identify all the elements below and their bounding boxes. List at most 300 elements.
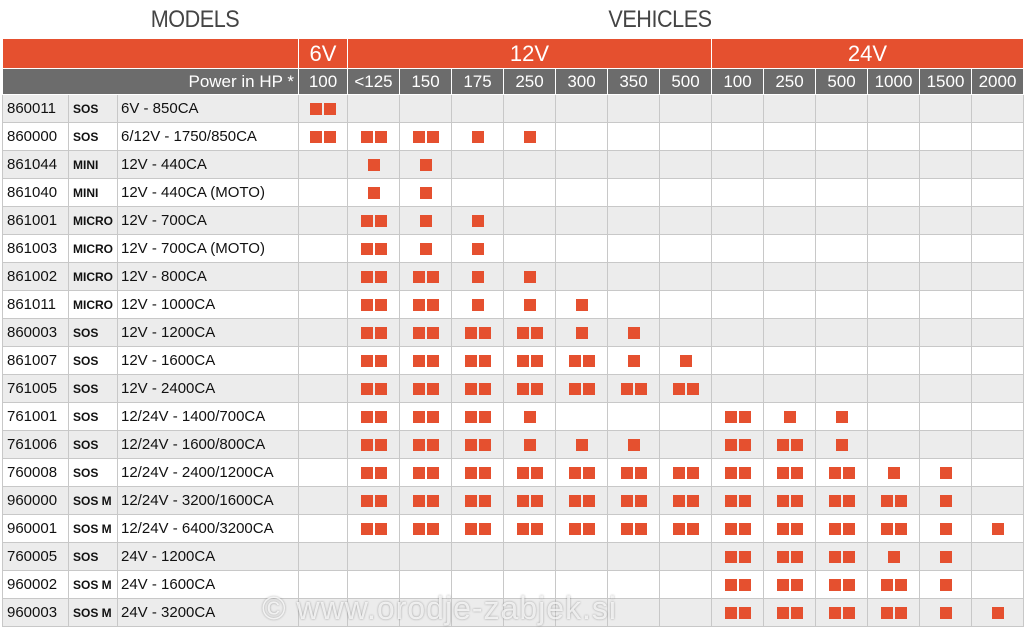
compat-cell	[452, 487, 504, 515]
compat-marker	[583, 523, 595, 535]
compat-cell	[660, 459, 712, 487]
compat-marker	[569, 495, 581, 507]
model-code: 861002	[3, 263, 69, 291]
compat-marker	[739, 411, 751, 423]
compat-marker	[361, 411, 373, 423]
compat-marker	[739, 523, 751, 535]
compat-marker	[784, 411, 796, 423]
compat-cell	[712, 95, 764, 123]
model-description: 24V - 3200CA	[118, 599, 299, 627]
compat-marker	[361, 327, 373, 339]
compat-marker	[621, 495, 633, 507]
compat-marker	[413, 299, 425, 311]
compat-cell	[452, 123, 504, 151]
compat-cell	[764, 459, 816, 487]
compat-cell	[504, 543, 556, 571]
compat-marker	[479, 355, 491, 367]
compat-cell	[660, 235, 712, 263]
compat-marker	[479, 383, 491, 395]
compat-cell	[764, 263, 816, 291]
hp-header-9: 250	[764, 69, 816, 95]
compat-marker	[472, 299, 484, 311]
compat-cell	[452, 431, 504, 459]
compat-marker	[687, 523, 699, 535]
compat-marker	[465, 355, 477, 367]
model-type: MICRO	[69, 235, 118, 263]
compat-marker	[310, 131, 322, 143]
compat-cell	[712, 571, 764, 599]
compat-cell	[816, 151, 868, 179]
model-description: 12V - 700CA	[118, 207, 299, 235]
compat-cell	[504, 487, 556, 515]
compat-cell	[764, 543, 816, 571]
compat-cell	[816, 179, 868, 207]
compat-cell	[920, 235, 972, 263]
compat-marker	[375, 327, 387, 339]
compat-cell	[299, 403, 348, 431]
compat-cell	[452, 515, 504, 543]
compat-marker	[940, 523, 952, 535]
compat-cell	[764, 179, 816, 207]
compat-cell	[660, 543, 712, 571]
compat-cell	[348, 487, 400, 515]
model-description: 12V - 440CA	[118, 151, 299, 179]
compat-marker	[479, 467, 491, 479]
compat-cell	[868, 459, 920, 487]
compat-cell	[712, 431, 764, 459]
compat-marker	[465, 439, 477, 451]
compat-cell	[816, 543, 868, 571]
compat-cell	[972, 151, 1024, 179]
compat-cell	[348, 319, 400, 347]
compat-cell	[972, 95, 1024, 123]
compatibility-table	[2, 38, 1024, 627]
compat-marker	[843, 551, 855, 563]
compat-marker	[524, 131, 536, 143]
compat-marker	[843, 467, 855, 479]
model-code: 960001	[3, 515, 69, 543]
compat-marker	[992, 523, 1004, 535]
compat-cell	[660, 403, 712, 431]
compat-marker	[777, 467, 789, 479]
compat-cell	[504, 571, 556, 599]
compat-cell	[920, 151, 972, 179]
compat-cell	[764, 431, 816, 459]
compat-cell	[764, 347, 816, 375]
compat-marker	[791, 439, 803, 451]
compat-cell	[868, 543, 920, 571]
compat-marker	[569, 467, 581, 479]
model-type: SOS	[69, 543, 118, 571]
compat-marker	[413, 271, 425, 283]
compat-cell	[712, 123, 764, 151]
compat-cell	[452, 263, 504, 291]
compat-marker	[465, 495, 477, 507]
compat-cell	[712, 179, 764, 207]
compat-cell	[972, 123, 1024, 151]
compat-marker	[829, 579, 841, 591]
compat-cell	[712, 347, 764, 375]
compat-cell	[868, 403, 920, 431]
compat-cell	[868, 179, 920, 207]
compat-cell	[920, 403, 972, 431]
compat-marker	[791, 523, 803, 535]
compat-cell	[348, 179, 400, 207]
model-description: 12/24V - 3200/1600CA	[118, 487, 299, 515]
compat-marker	[531, 467, 543, 479]
compat-marker	[324, 103, 336, 115]
compat-cell	[400, 375, 452, 403]
hp-header-1: <125	[348, 69, 400, 95]
compat-cell	[556, 263, 608, 291]
compat-cell	[608, 123, 660, 151]
model-type: SOS	[69, 403, 118, 431]
compat-cell	[608, 431, 660, 459]
model-code: 760008	[3, 459, 69, 487]
hp-header-2: 150	[400, 69, 452, 95]
compat-marker	[420, 215, 432, 227]
compat-cell	[556, 347, 608, 375]
compat-marker	[413, 383, 425, 395]
compat-marker	[375, 523, 387, 535]
compat-marker	[361, 299, 373, 311]
compat-cell	[556, 599, 608, 627]
compat-marker	[375, 495, 387, 507]
compat-marker	[940, 467, 952, 479]
model-type: SOS	[69, 123, 118, 151]
compat-marker	[739, 607, 751, 619]
compat-marker	[739, 551, 751, 563]
model-description: 12/24V - 2400/1200CA	[118, 459, 299, 487]
compat-marker	[895, 607, 907, 619]
compat-cell	[608, 515, 660, 543]
compat-cell	[920, 263, 972, 291]
hp-header-12: 1500	[920, 69, 972, 95]
compat-marker	[427, 271, 439, 283]
compat-marker	[479, 439, 491, 451]
compat-cell	[556, 487, 608, 515]
compat-marker	[940, 607, 952, 619]
compat-marker	[621, 523, 633, 535]
compat-cell	[712, 403, 764, 431]
compat-marker	[843, 495, 855, 507]
hp-header-4: 250	[504, 69, 556, 95]
table-row	[3, 235, 1024, 263]
compat-cell	[712, 459, 764, 487]
compat-marker	[628, 327, 640, 339]
compat-marker	[888, 551, 900, 563]
compat-cell	[868, 151, 920, 179]
compat-cell	[972, 599, 1024, 627]
compat-marker	[621, 383, 633, 395]
compat-marker	[361, 495, 373, 507]
compat-marker	[687, 467, 699, 479]
model-code: 861003	[3, 235, 69, 263]
hp-header-5: 300	[556, 69, 608, 95]
compat-cell	[556, 235, 608, 263]
compat-cell	[920, 571, 972, 599]
compat-marker	[368, 187, 380, 199]
model-code: 960000	[3, 487, 69, 515]
compat-marker	[895, 495, 907, 507]
vehicles-heading: VEHICLES	[608, 6, 712, 33]
compat-marker	[843, 607, 855, 619]
compat-marker	[524, 411, 536, 423]
compat-cell	[504, 123, 556, 151]
compat-cell	[608, 487, 660, 515]
compat-cell	[764, 319, 816, 347]
model-description: 12V - 1600CA	[118, 347, 299, 375]
compat-marker	[673, 383, 685, 395]
compat-cell	[920, 431, 972, 459]
compat-cell	[556, 179, 608, 207]
compat-marker	[829, 607, 841, 619]
compat-marker	[479, 495, 491, 507]
table-row	[3, 375, 1024, 403]
compat-cell	[764, 599, 816, 627]
compat-cell	[868, 235, 920, 263]
compat-cell	[299, 375, 348, 403]
compat-cell	[660, 123, 712, 151]
compat-marker	[881, 495, 893, 507]
compat-cell	[764, 123, 816, 151]
compat-cell	[660, 95, 712, 123]
voltage-6v: 6V	[299, 39, 348, 69]
compat-cell	[556, 123, 608, 151]
compat-cell	[712, 319, 764, 347]
compat-cell	[764, 207, 816, 235]
hp-header-3: 175	[452, 69, 504, 95]
compat-marker	[725, 411, 737, 423]
compat-marker	[777, 495, 789, 507]
compat-marker	[635, 467, 647, 479]
model-type: MICRO	[69, 291, 118, 319]
compat-marker	[777, 439, 789, 451]
compat-marker	[361, 467, 373, 479]
compat-cell	[920, 123, 972, 151]
compat-cell	[299, 459, 348, 487]
compat-marker	[725, 467, 737, 479]
compat-marker	[427, 523, 439, 535]
compat-cell	[556, 543, 608, 571]
compat-cell	[712, 207, 764, 235]
compat-marker	[361, 131, 373, 143]
compat-marker	[881, 607, 893, 619]
compat-cell	[400, 599, 452, 627]
compat-cell	[868, 95, 920, 123]
compat-cell	[712, 235, 764, 263]
compat-cell	[764, 291, 816, 319]
table-row	[3, 599, 1024, 627]
compat-cell	[400, 487, 452, 515]
compat-marker	[427, 299, 439, 311]
compat-cell	[348, 571, 400, 599]
model-description: 12V - 440CA (MOTO)	[118, 179, 299, 207]
compat-cell	[400, 403, 452, 431]
compat-marker	[836, 439, 848, 451]
compat-cell	[299, 515, 348, 543]
compat-cell	[712, 151, 764, 179]
compat-cell	[660, 515, 712, 543]
compat-cell	[712, 543, 764, 571]
model-code: 860011	[3, 95, 69, 123]
compat-marker	[472, 243, 484, 255]
compat-marker	[725, 523, 737, 535]
compat-cell	[764, 403, 816, 431]
model-description: 12/24V - 6400/3200CA	[118, 515, 299, 543]
compat-marker	[517, 355, 529, 367]
compat-cell	[348, 151, 400, 179]
hp-header-11: 1000	[868, 69, 920, 95]
compat-marker	[375, 299, 387, 311]
compat-cell	[972, 207, 1024, 235]
compat-cell	[348, 431, 400, 459]
compat-cell	[556, 431, 608, 459]
compat-marker	[739, 439, 751, 451]
compat-cell	[816, 235, 868, 263]
compat-marker	[517, 523, 529, 535]
model-type: SOS	[69, 459, 118, 487]
model-code: 861044	[3, 151, 69, 179]
compat-cell	[348, 263, 400, 291]
compat-cell	[920, 599, 972, 627]
compat-marker	[829, 495, 841, 507]
compat-cell	[452, 347, 504, 375]
compat-marker	[836, 411, 848, 423]
compat-marker	[725, 607, 737, 619]
compat-cell	[972, 403, 1024, 431]
compat-cell	[972, 487, 1024, 515]
compat-cell	[299, 487, 348, 515]
model-type: SOS M	[69, 515, 118, 543]
compat-marker	[843, 523, 855, 535]
compat-marker	[420, 187, 432, 199]
compat-cell	[816, 263, 868, 291]
compat-cell	[660, 375, 712, 403]
table-row	[3, 487, 1024, 515]
model-type: SOS	[69, 431, 118, 459]
compat-cell	[764, 151, 816, 179]
model-code: 761006	[3, 431, 69, 459]
compat-marker	[628, 439, 640, 451]
compat-cell	[868, 431, 920, 459]
compat-cell	[348, 515, 400, 543]
compat-cell	[712, 263, 764, 291]
compat-marker	[791, 495, 803, 507]
compat-cell	[660, 347, 712, 375]
compat-cell	[972, 291, 1024, 319]
compat-marker	[739, 579, 751, 591]
compat-cell	[868, 207, 920, 235]
compat-cell	[816, 291, 868, 319]
table-row	[3, 179, 1024, 207]
model-code: 960003	[3, 599, 69, 627]
model-type: MICRO	[69, 207, 118, 235]
compat-cell	[348, 235, 400, 263]
compat-cell	[299, 151, 348, 179]
compat-cell	[972, 319, 1024, 347]
compat-marker	[465, 523, 477, 535]
compat-marker	[375, 383, 387, 395]
compat-marker	[673, 523, 685, 535]
compat-marker	[472, 215, 484, 227]
compat-marker	[576, 439, 588, 451]
compat-cell	[452, 235, 504, 263]
compat-cell	[299, 319, 348, 347]
compat-cell	[764, 487, 816, 515]
compat-cell	[556, 319, 608, 347]
table-row	[3, 291, 1024, 319]
model-type: MINI	[69, 179, 118, 207]
compat-cell	[504, 151, 556, 179]
compat-cell	[299, 235, 348, 263]
compat-marker	[465, 327, 477, 339]
compat-marker	[361, 439, 373, 451]
compat-cell	[400, 459, 452, 487]
compat-cell	[452, 599, 504, 627]
voltage-24v: 24V	[712, 39, 1024, 69]
compat-cell	[660, 571, 712, 599]
compat-cell	[608, 95, 660, 123]
compat-cell	[400, 571, 452, 599]
compat-cell	[400, 235, 452, 263]
compat-cell	[764, 571, 816, 599]
compat-cell	[972, 347, 1024, 375]
compat-marker	[635, 383, 647, 395]
compat-cell	[972, 543, 1024, 571]
compat-cell	[972, 179, 1024, 207]
compat-cell	[608, 207, 660, 235]
compat-marker	[368, 159, 380, 171]
compat-cell	[920, 291, 972, 319]
compat-marker	[517, 495, 529, 507]
compat-cell	[972, 235, 1024, 263]
compat-marker	[427, 383, 439, 395]
compat-marker	[777, 523, 789, 535]
compat-cell	[400, 291, 452, 319]
compat-marker	[413, 439, 425, 451]
model-description: 6V - 850CA	[118, 95, 299, 123]
compat-cell	[608, 459, 660, 487]
compat-marker	[628, 355, 640, 367]
compat-cell	[556, 291, 608, 319]
compat-marker	[791, 607, 803, 619]
compat-marker	[375, 467, 387, 479]
compat-marker	[583, 467, 595, 479]
hp-header-8: 100	[712, 69, 764, 95]
compat-marker	[472, 131, 484, 143]
compat-marker	[569, 383, 581, 395]
compat-marker	[531, 495, 543, 507]
compat-cell	[972, 515, 1024, 543]
compat-cell	[556, 207, 608, 235]
compat-marker	[940, 579, 952, 591]
compat-cell	[972, 571, 1024, 599]
model-code: 860000	[3, 123, 69, 151]
compat-marker	[413, 327, 425, 339]
compat-marker	[479, 523, 491, 535]
hp-header-10: 500	[816, 69, 868, 95]
compat-cell	[556, 515, 608, 543]
compat-cell	[660, 263, 712, 291]
compat-cell	[660, 151, 712, 179]
model-type: SOS	[69, 319, 118, 347]
model-code: 861040	[3, 179, 69, 207]
compat-cell	[299, 543, 348, 571]
compat-cell	[452, 95, 504, 123]
compat-cell	[452, 403, 504, 431]
compat-cell	[504, 235, 556, 263]
